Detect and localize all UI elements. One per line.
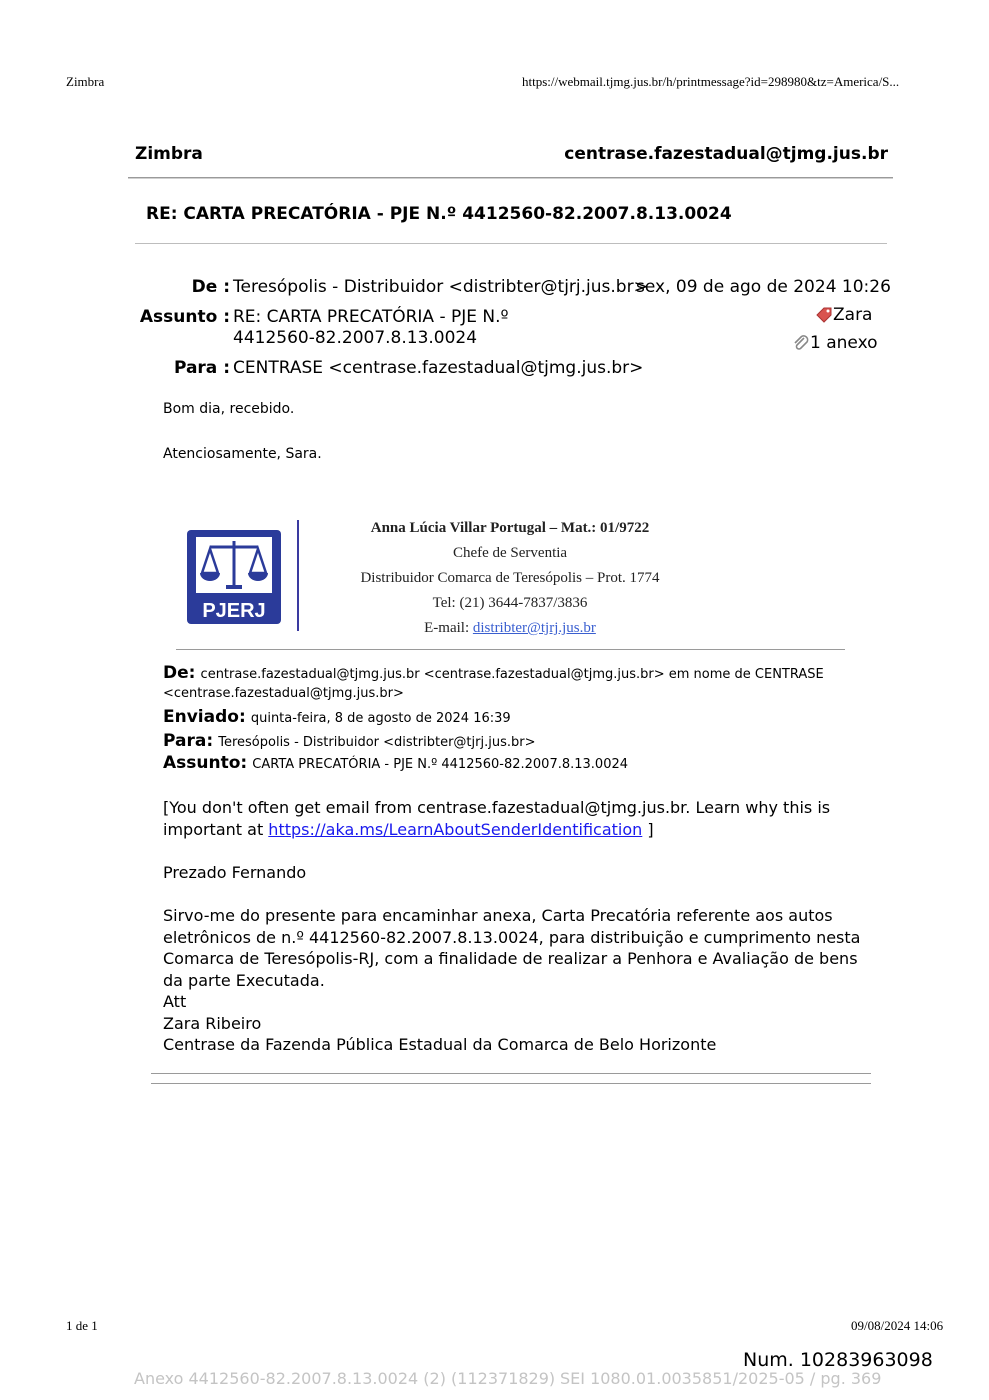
page-counter: 1 de 1 bbox=[66, 1318, 98, 1333]
end-divider-2 bbox=[151, 1083, 871, 1084]
reply-greeting: Bom dia, recebido. bbox=[163, 401, 295, 417]
message-date: sex, 09 de ago de 2024 10:26 bbox=[636, 277, 891, 297]
pjerj-logo-text: PJERJ bbox=[202, 600, 266, 622]
signature-email-line bbox=[300, 620, 720, 637]
subject-value bbox=[233, 307, 573, 349]
sender-warning bbox=[163, 797, 863, 840]
forward-divider bbox=[176, 649, 845, 650]
signature-email-label: E-mail: bbox=[424, 620, 473, 636]
annex-stamp: Anexo 4412560-82.2007.8.13.0024 (2) (112371829) bbox=[134, 1369, 556, 1388]
header-divider-shadow bbox=[128, 178, 893, 179]
to-label: Para : bbox=[173, 358, 230, 378]
tag-label: Zara bbox=[833, 305, 873, 325]
signature-name: Anna Lúcia Villar Portugal – Mat.: 01/9722 bbox=[370, 520, 650, 536]
fwd-subject-value: CARTA PRECATÓRIA - PJE N.º 4412560-82.2007.8.13.0024 bbox=[252, 757, 629, 772]
print-header-title: Zimbra bbox=[66, 74, 105, 89]
signature-divider bbox=[297, 520, 299, 631]
subject-line-1: RE: CARTA PRECATÓRIA - PJE N.º bbox=[233, 307, 509, 327]
fwd-to-value: Teresópolis - Distribuidor <distribter@tjrj.jus.br> bbox=[218, 735, 536, 750]
fwd-subject-label: Assunto: bbox=[163, 753, 248, 773]
fwd-to-label: Para: bbox=[163, 731, 214, 751]
pjerj-logo bbox=[186, 529, 282, 625]
fwd-sent-value: quinta-feira, 8 de agosto de 2024 16:39 bbox=[250, 711, 511, 726]
fwd-from-label: De: bbox=[163, 663, 196, 683]
message-tag[interactable] bbox=[815, 305, 872, 325]
fwd-salutation: Prezado Fernando bbox=[163, 863, 307, 882]
fwd-to bbox=[163, 731, 535, 751]
document-number: Num. 10283963098 bbox=[743, 1349, 933, 1371]
from-value: Teresópolis - Distribuidor <distribter@tjrj.jus.br> bbox=[233, 277, 648, 297]
fwd-sign-att: Att bbox=[163, 992, 187, 1011]
fwd-sent bbox=[163, 707, 511, 727]
fwd-sign-org: Centrase da Fazenda Pública Estadual da Comarca de Belo Horizonte bbox=[163, 1035, 717, 1054]
fwd-from-value: centrase.fazestadual@tjmg.jus.br <centrase.fazestadual@tjmg.jus.br> em nome de CENTRASE bbox=[200, 667, 824, 682]
subject-line-2: 4412560-82.2007.8.13.0024 bbox=[233, 328, 478, 348]
fwd-sent-label: Enviado: bbox=[163, 707, 246, 727]
sei-stamp: SEI 1080.01.0035851/2025-05 / pg. 369 bbox=[560, 1369, 882, 1388]
signature-office: Distribuidor Comarca de Teresópolis – Prot. 1774 bbox=[360, 570, 660, 586]
fwd-subject bbox=[163, 753, 628, 773]
print-header-url: https://webmail.tjmg.jus.br/h/printmessage?id=298980&tz=America/S... bbox=[522, 74, 900, 89]
tag-icon bbox=[815, 306, 833, 324]
paperclip-icon bbox=[792, 334, 810, 352]
fwd-from bbox=[163, 663, 824, 683]
fwd-from-value-cont: <centrase.fazestadual@tjmg.jus.br> bbox=[163, 686, 404, 701]
fwd-paragraph: Sirvo-me do presente para encaminhar anexa, Carta Precatória referente aos autos eletrônicos de n.º 4412560-82.2007.8.13.0024, para distribuição e cumprimento nesta Comarca de Teresópolis-RJ, com a finalidade de realizar a Penhora e Avaliação de bens da parte Executada. bbox=[163, 906, 861, 990]
learn-more-link[interactable]: https://aka.ms/LearnAboutSenderIdentification bbox=[268, 819, 643, 839]
print-timestamp: 09/08/2024 14:06 bbox=[851, 1318, 944, 1333]
attachments-link[interactable] bbox=[792, 333, 878, 353]
attachments-label: 1 anexo bbox=[810, 333, 878, 353]
sender-warning-suffix: ] bbox=[642, 819, 654, 839]
sender-warning-text: [You don't often get email from centrase.fazestadual@tjmg.jus.br. Learn why this is important at bbox=[163, 798, 831, 839]
message-title: RE: CARTA PRECATÓRIA - PJE N.º 4412560-82.2007.8.13.0024 bbox=[146, 204, 732, 224]
fwd-sign-name: Zara Ribeiro bbox=[163, 1013, 262, 1033]
reply-closing: Atenciosamente, Sara. bbox=[163, 446, 322, 462]
app-name: Zimbra bbox=[135, 144, 203, 164]
from-label: De : bbox=[191, 277, 230, 297]
signature-role: Chefe de Serventia bbox=[452, 545, 568, 561]
fwd-signature bbox=[163, 991, 863, 1056]
title-divider bbox=[135, 243, 887, 244]
account-email: centrase.fazestadual@tjmg.jus.br bbox=[564, 144, 888, 164]
to-value: CENTRASE <centrase.fazestadual@tjmg.jus.br> bbox=[233, 358, 644, 378]
signature-phone: Tel: (21) 3644-7837/3836 bbox=[432, 595, 588, 611]
end-divider-1 bbox=[151, 1073, 871, 1074]
signature-email-link[interactable]: distribter@tjrj.jus.br bbox=[472, 620, 596, 636]
subject-label: Assunto : bbox=[139, 307, 230, 327]
